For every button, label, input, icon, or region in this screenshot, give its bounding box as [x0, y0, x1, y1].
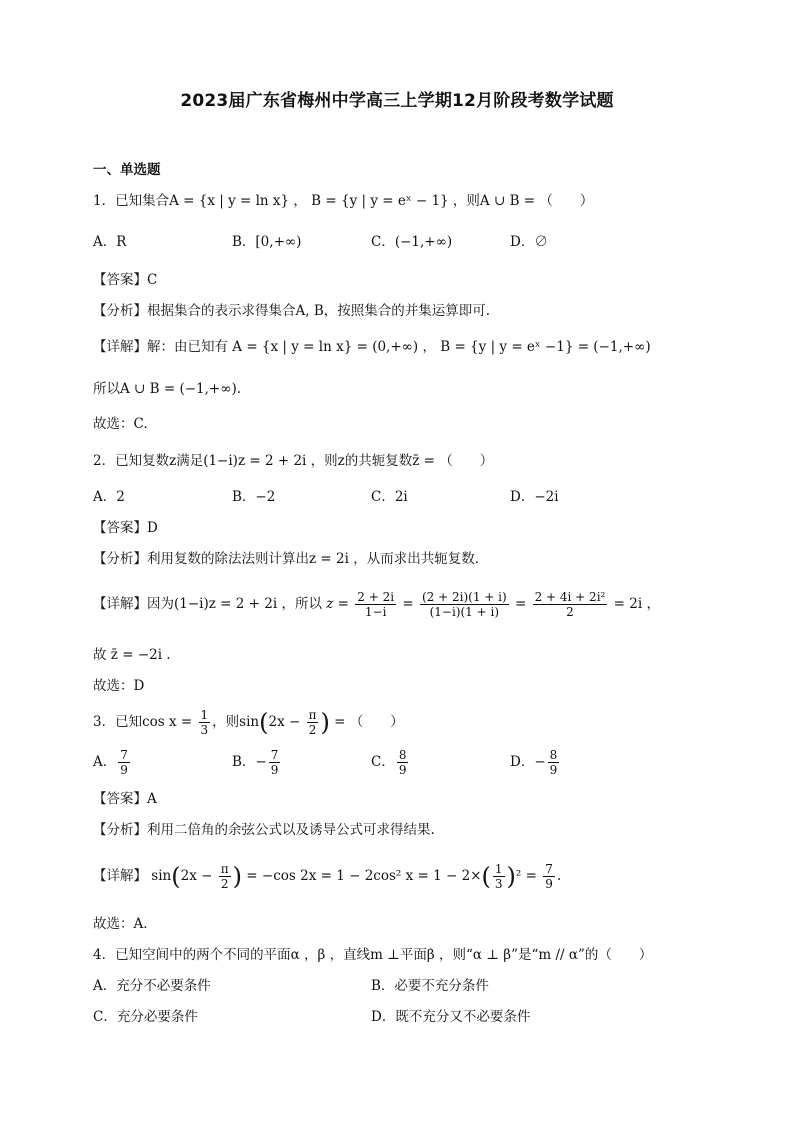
var-z: z [326, 596, 334, 612]
q1-option-d: D．∅ [510, 234, 548, 250]
q3-stem-mid: ，则sin [212, 714, 260, 730]
q3-stem-prefix: 3．已知cos x = [93, 714, 193, 730]
left-paren: ( [259, 708, 269, 737]
q2-option-a: A．2 [93, 489, 125, 505]
q3-detail-line: 【详解】 sin(2x − $\frac{\pi}{2}$ ) = −cos 2x = 1 − 2cos² x = 1 − 2×( $\frac{1}{3}$ )² = $\frac{7}{9}$ . [93, 862, 562, 891]
q2-option-c: C．2i [371, 489, 408, 505]
q2-option-b: B．−2 [232, 489, 276, 505]
q2-choice: 故选：D [93, 678, 145, 694]
fraction-one-third: $\frac{1}{3}$ [200, 708, 209, 737]
q1-analysis-line [93, 301, 490, 321]
q4-option-b: B．必要不充分条件 [371, 978, 489, 994]
answer-tag: 【答案】 [93, 791, 147, 807]
q3-answer-line [93, 789, 157, 809]
detail-text: 解：由已知有 A = {x | y = ln x} = (0,+∞) ， B = {y | y = eˣ −1} = (−1,+∞) [147, 339, 651, 355]
question-4-stem: 4．已知空间中的两个不同的平面α ，β ，直线m ⊥平面β ，则“α ⊥ β”是“m // α”的（ ） [93, 947, 653, 963]
analysis-tag: 【分析】 [93, 822, 147, 838]
q3-option-a: A． $\frac{7}{9}$ [93, 748, 128, 777]
analysis-tag: 【分析】 [93, 303, 147, 319]
analysis-text: 利用二倍角的余弦公式以及诱导公式可求得结果. [147, 822, 435, 838]
analysis-text: 根据集合的表示求得集合A, B，按照集合的并集运算即可. [147, 303, 491, 319]
q4-option-a: A．充分不必要条件 [93, 978, 211, 994]
q3-option-b: B．− $\frac{7}{9}$ [232, 748, 279, 777]
q2-analysis-line [93, 549, 479, 569]
q2-option-d: D．−2i [510, 489, 559, 505]
question-1-stem: 1．已知集合A = {x | y = ln x} ， B = {y | y = eˣ − 1} ，则A ∪ B = （ ） [93, 193, 594, 209]
q1-answer-line [93, 270, 157, 290]
answer-value: A [147, 791, 157, 807]
detail-text: 因为(1−i)z = 2 + 2i ，所以 [147, 596, 322, 612]
q3-option-c: C． $\frac{8}{9}$ [371, 748, 407, 777]
q1-option-a: A．R [93, 234, 127, 250]
q2-detail-line: 【详解】因为(1−i)z = 2 + 2i ，所以 z = $\frac{2 + 2i}{1-i}$ = $\frac{(2 + 2i)(1 + i)}{(1-i)(1 + i)}$ = $\frac{\text{2 + 4i + 2i²}}{2}$ = 2i ， [93, 590, 660, 619]
q1-choice: 故选：C. [93, 416, 148, 432]
q3-stem-inner: 2x − [268, 714, 301, 730]
q4-option-d: D．既不充分又不必要条件 [371, 1009, 531, 1025]
q1-detail-line [93, 337, 651, 357]
q4-option-c: C．充分必要条件 [93, 1009, 198, 1025]
q2-detail-line-2: 故 z̄ = −2i . [93, 647, 171, 663]
detail-tag: 【详解】 [93, 868, 147, 884]
answer-tag: 【答案】 [93, 272, 147, 288]
analysis-text: 利用复数的除法法则计算出z = 2i ，从而求出共轭复数. [147, 551, 479, 567]
fraction-1: $\frac{2 + 2i}{1-i}$ [357, 590, 395, 619]
q1-option-c: C．(−1,+∞) [371, 234, 453, 250]
fraction-3: $\frac{\text{2 + 4i + 2i²}}{2}$ [534, 590, 606, 619]
answer-tag: 【答案】 [93, 520, 147, 536]
q1-detail-line-2: 所以A ∪ B = (−1,+∞). [93, 381, 242, 397]
answer-value: D [147, 520, 158, 536]
q2-answer-line [93, 518, 158, 538]
right-paren: ) [320, 708, 330, 737]
fraction-2: $\frac{(2 + 2i)(1 + i)}{(1-i)(1 + i)}$ [421, 590, 507, 619]
detail-tag: 【详解】 [93, 339, 147, 355]
q1-option-b: B．[0,+∞) [232, 234, 302, 250]
question-2-stem: 2．已知复数z满足(1−i)z = 2 + 2i ，则z的共轭复数z̄ = （ ） [93, 453, 494, 469]
answer-value: C [147, 272, 158, 288]
fraction-pi-half: $\frac{\pi}{2}$ [308, 708, 317, 737]
section-heading: 一、单选题 [93, 162, 161, 178]
q3-stem-suffix: = （ ） [334, 714, 404, 730]
q3-analysis-line [93, 820, 435, 840]
q3-choice: 故选：A. [93, 916, 148, 932]
question-3-stem [93, 706, 404, 739]
detail-tag: 【详解】 [93, 596, 147, 612]
page-title: 2023届广东省梅州中学高三上学期12月阶段考数学试题 [180, 91, 614, 111]
q3-option-d: D．− $\frac{8}{9}$ [510, 748, 558, 777]
analysis-tag: 【分析】 [93, 551, 147, 567]
detail-result: = 2i ， [613, 596, 660, 612]
